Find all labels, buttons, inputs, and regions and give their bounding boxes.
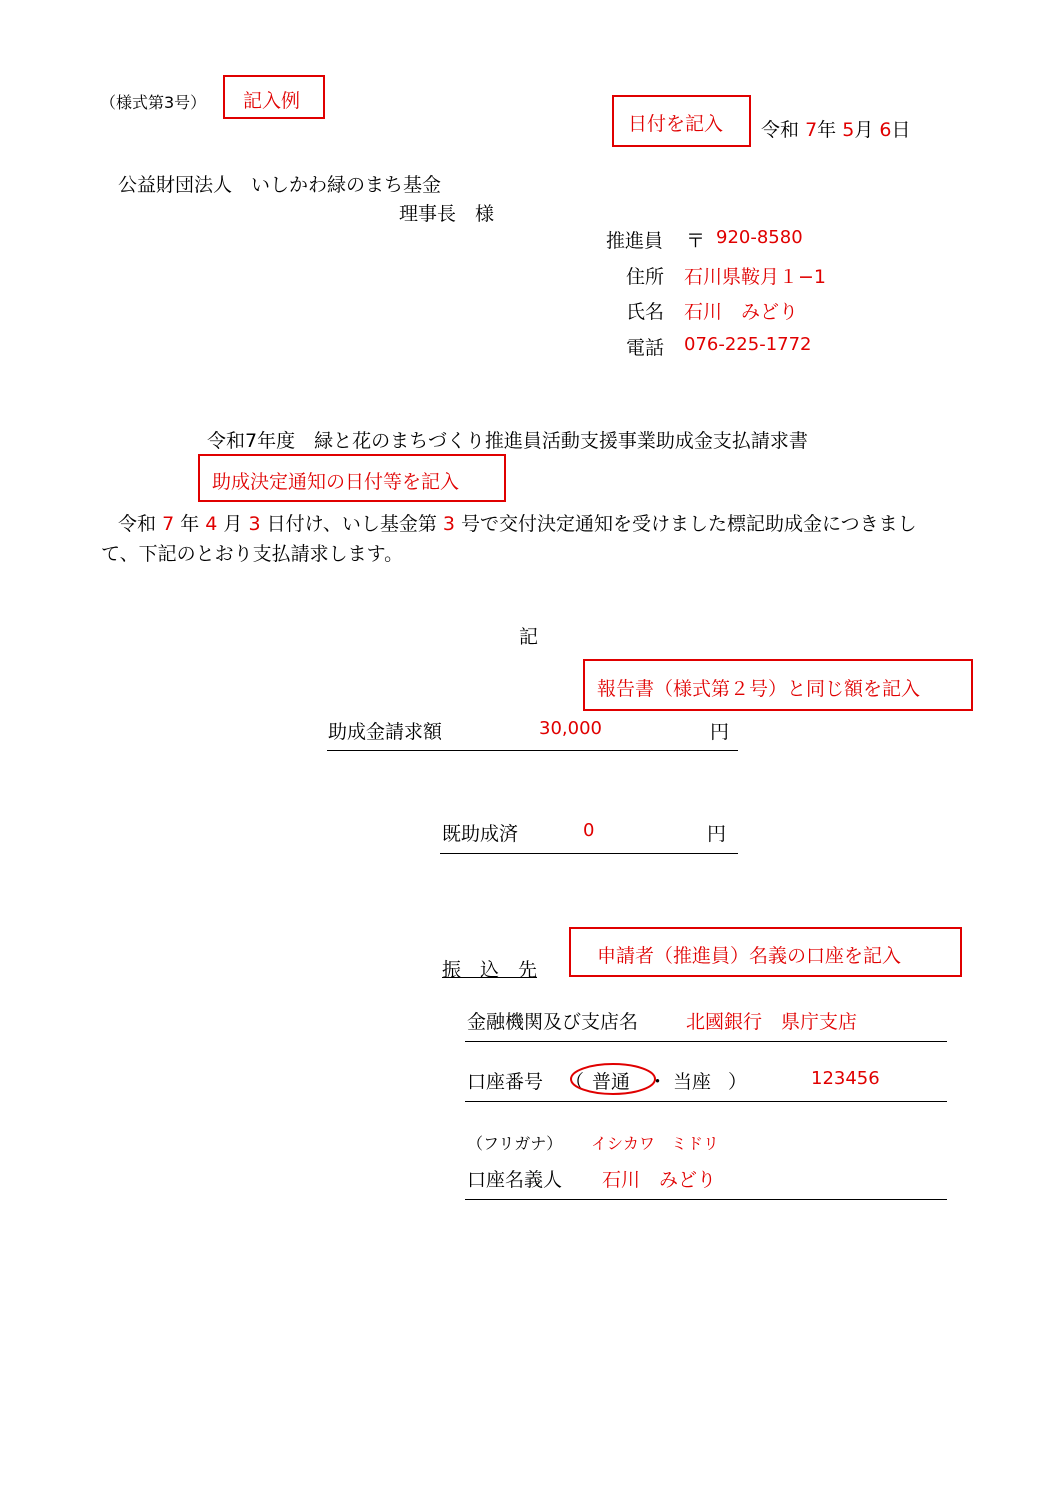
document-date — [761, 115, 910, 142]
name-value: 石川 みどり — [684, 301, 799, 323]
bank-label: 金融機関及び支店名 — [467, 1011, 639, 1033]
transfer-label: 振 込 先 — [442, 959, 538, 981]
holder-label: 口座名義人 — [467, 1169, 563, 1191]
body-day: 3 — [248, 513, 261, 535]
account-type-selected: 普通 — [592, 1071, 631, 1093]
applicant-role-label: 推進員 — [606, 230, 664, 252]
name-label: 氏名 — [626, 301, 665, 323]
example-label-box — [223, 75, 325, 119]
account-type-separator: ・ — [648, 1071, 668, 1093]
postal-mark: 〒 — [686, 230, 706, 252]
address-label: 住所 — [626, 266, 665, 288]
bank-underline — [465, 1041, 947, 1042]
account-note: 申請者（推進員）名義の口座を記入 — [597, 945, 902, 967]
recipient-title: 理事長 様 — [399, 203, 495, 225]
date-note: 日付を記入 — [628, 113, 724, 135]
report-note: 報告書（様式第２号）と同じ額を記入 — [597, 678, 921, 700]
grant-amount-unit: 円 — [710, 721, 730, 743]
furigana-label: （フリガナ） — [467, 1134, 563, 1153]
account-close-paren: ） — [728, 1071, 748, 1093]
body-line-1 — [118, 509, 917, 536]
already-paid-value: 0 — [583, 820, 595, 841]
address-value: 石川県鞍月１−1 — [684, 266, 827, 288]
body-line-2: て、下記のとおり支払請求します。 — [101, 543, 404, 565]
body-number: 3 — [442, 513, 455, 535]
holder-value: 石川 みどり — [602, 1169, 717, 1191]
date-note-box — [612, 95, 751, 147]
already-paid-unit: 円 — [707, 823, 727, 845]
account-note-box — [569, 927, 962, 977]
already-paid-underline — [440, 853, 738, 854]
account-number-underline — [465, 1101, 947, 1102]
decision-note-box — [198, 454, 506, 502]
example-label: 記入例 — [243, 90, 301, 112]
date-year: 7 — [805, 119, 818, 141]
account-type-other: 当座 — [673, 1071, 712, 1093]
account-number-value: 123456 — [811, 1068, 880, 1089]
body-text-b: 号で交付決定通知を受けました標記助成金につきまし — [461, 513, 917, 535]
date-year-unit: 年 — [817, 119, 837, 141]
body-text-a: 日付け、いし基金第 — [266, 513, 437, 535]
grant-amount-label: 助成金請求額 — [328, 721, 443, 743]
document-title: 令和7年度 緑と花のまちづくり推進員活動支援事業助成金支払請求書 — [207, 430, 808, 452]
bank-value: 北國銀行 県庁支店 — [686, 1011, 858, 1033]
body-year: 7 — [162, 513, 175, 535]
date-month-unit: 月 — [854, 119, 874, 141]
already-paid-label: 既助成済 — [442, 823, 519, 845]
decision-note: 助成決定通知の日付等を記入 — [212, 471, 460, 493]
body-year-unit: 年 — [180, 513, 200, 535]
holder-underline — [465, 1199, 947, 1200]
body-month-unit: 月 — [223, 513, 243, 535]
report-note-box — [583, 659, 973, 711]
date-day-unit: 日 — [891, 119, 911, 141]
account-open-paren: （ — [565, 1071, 585, 1093]
ki-heading: 記 — [519, 626, 539, 648]
date-month: 5 — [842, 119, 855, 141]
furigana-value: イシカワ ミドリ — [591, 1134, 720, 1153]
date-era: 令和 — [761, 119, 800, 141]
account-number-label: 口座番号 — [467, 1071, 544, 1093]
body-era: 令和 — [118, 513, 157, 535]
date-day: 6 — [879, 119, 892, 141]
body-month: 4 — [205, 513, 218, 535]
phone-value: 076-225-1772 — [684, 334, 812, 355]
phone-label: 電話 — [626, 337, 665, 359]
form-number: （様式第3号） — [100, 93, 207, 112]
postal-code: 920-8580 — [716, 227, 803, 248]
grant-amount-underline — [327, 750, 738, 751]
recipient-org: 公益財団法人 いしかわ緑のまち基金 — [118, 174, 442, 196]
grant-amount-value: 30,000 — [539, 718, 602, 739]
